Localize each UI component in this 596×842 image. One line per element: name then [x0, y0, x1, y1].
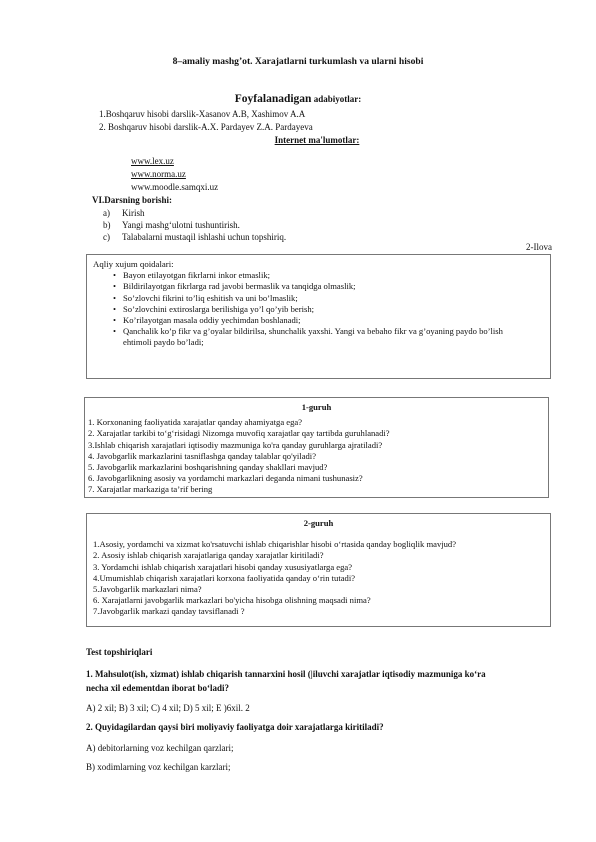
rule-item: • So’zlovchi fikrini to’liq eshitish va uni bo’lmaslik;: [93, 293, 544, 304]
test-question-2-option-a: A) debitorlarning voz kechilgan qarzlari;: [86, 743, 234, 753]
rule-item: • Bayon etilayotgan fikrlarni inkor etmaslik;: [93, 270, 544, 281]
test-question-1-cont: necha xil edementdan iborat bo‘ladi?: [86, 683, 230, 693]
lesson-step-text: Yangi mashg‘ulotni tushuntirish.: [122, 220, 240, 230]
test-question-2: 2. Quyidagilardan qaysi biri moliyaviy faoliyatga doir xarajatlarga kiritiladi?: [86, 722, 384, 732]
group2-question: 7.Javobgarlik markazi qanday tavsiflanadi ?: [93, 606, 245, 617]
lesson-step-marker: b): [103, 220, 111, 230]
literature-heading: [0, 92, 596, 106]
group2-question: 5.Javobgarlik markazlari nima?: [93, 584, 202, 595]
book-item: 1.Boshqaruv hisobi darslik-Xasanov A.B, Xashimov A.A: [99, 109, 306, 119]
rules-heading: Aqliy xujum qoidalari:: [93, 259, 174, 269]
group1-question: 5. Javobgarlik markazlarini boshqarishning qanday shakllari mavjud?: [88, 462, 328, 473]
group1-question: 4. Javobgarlik markazlarini tasniflashga qanday talablar qo'yiladi?: [88, 450, 317, 461]
appendix-label: 2-Ilova: [526, 242, 552, 252]
lesson-step-text: Talabalarni mustaqil ishlashi uchun topshiriq.: [122, 232, 287, 242]
group1-heading: 1-guruh: [301, 402, 332, 412]
test-question-2-option-b: B) xodimlarning voz kechilgan karzlari;: [86, 762, 231, 772]
link-moodle[interactable]: www.moodle.samqxi.uz: [131, 182, 219, 192]
group2-question: 1.Asosiy, yordamchi va xizmat ko'rsatuvchi ishlab chiqarishlar hisobi o‘rtasida qanday bogliqlik mavjud?: [93, 539, 457, 550]
group2-heading: 2-guruh: [303, 518, 334, 528]
lesson-step-marker: a): [103, 208, 110, 218]
lesson-step-text: Kirish: [122, 208, 145, 218]
group2-question: 4.Umumishlab chiqarish xarajatlari korxona faoliyatida qanday o‘rin tutadi?: [93, 572, 356, 583]
lesson-step-marker: c): [103, 232, 110, 242]
link-norma[interactable]: www.norma.uz: [131, 169, 186, 179]
book-item: 2. Boshqaruv hisobi darslik-A.X. Pardayev Z.A. Pardayeva: [99, 122, 313, 132]
rule-item: • So’zlovchini extiroslarga berilishiga yo’l qo’yib berish;: [93, 304, 544, 315]
group1-box: [84, 397, 549, 498]
link-lex[interactable]: www.lex.uz: [131, 156, 174, 166]
group1-question: 7. Xarajatlar markaziga ta’rif bering: [88, 484, 213, 495]
group2-question: 2. Asosiy ishlab chiqarish xarajatlariga qanday xarajatlar kiritiladi?: [93, 550, 324, 561]
group2-question: 3. Yordamchi ishlab chiqarish xarajatlari hisobi qanday xususiyatlarga ega?: [93, 561, 353, 572]
group1-question: 2. Xarajatlar tarkibi to‘g‘risidagi Nizomga muvofiq xarajatlar qay tartibda guruhlanadi?: [88, 428, 390, 439]
rule-item: • Qanchalik ko’p fikr va g’oyalar bildirilsa, shunchalik yaxshi. Yangi va bebaho fikr va g’oyaning paydo bo’lish ehtimoli paydo bo’ladi;: [93, 326, 523, 348]
group1-question: 6. Javobgarlikning asosiy va yordamchi markazlari deganda nimani tushunasiz?: [88, 473, 363, 484]
literature-heading-main: Foyfalanadigan: [234, 93, 312, 105]
brainstorm-rules-box: [86, 254, 551, 379]
literature-heading-suffix: adabiyotlar:: [313, 94, 362, 104]
group1-question: 1. Korxonaning faoliyatida xarajatlar qanday ahamiyatga ega?: [88, 417, 303, 428]
test-question-1: 1. Mahsulot(ish, xizmat) ishlab chiqarish tannarxini hosil (|iluvchi xarajatlar iqtisodiy mazmuniga ko‘ra: [86, 669, 486, 679]
test-heading: Test topshiriqlari: [86, 647, 153, 657]
group1-question: 3.Ishlab chiqarish xarajatlari iqtisodiy mazmuniga ko'ra qanday guruhlarga ajratiladi?: [88, 439, 383, 450]
rule-item: • Ko’rilayotgan masala oddiy yechimdan boshlanadi;: [93, 315, 544, 326]
test-question-1-answers: A) 2 xil; B) 3 xil; C) 4 xil; D) 5 xil; E )6xil. 2: [86, 703, 250, 713]
internet-heading: Internet ma'lumotlar:: [274, 135, 360, 145]
group2-question: 6. Xarajatlarni javobgarlik markazlari bo'yicha hisobga olishning maqsadi nima?: [93, 595, 371, 606]
group2-box: [86, 513, 551, 627]
rule-item: • Bildirilayotgan fikrlarga rad javobi bermaslik va tanqidga olmaslik;: [93, 281, 544, 292]
page-title: 8–amaliy mashg’ot. Xarajatlarni turkumlash va ularni hisobi: [172, 56, 424, 67]
lesson-heading: VI.Darsning borishi:: [92, 195, 173, 205]
